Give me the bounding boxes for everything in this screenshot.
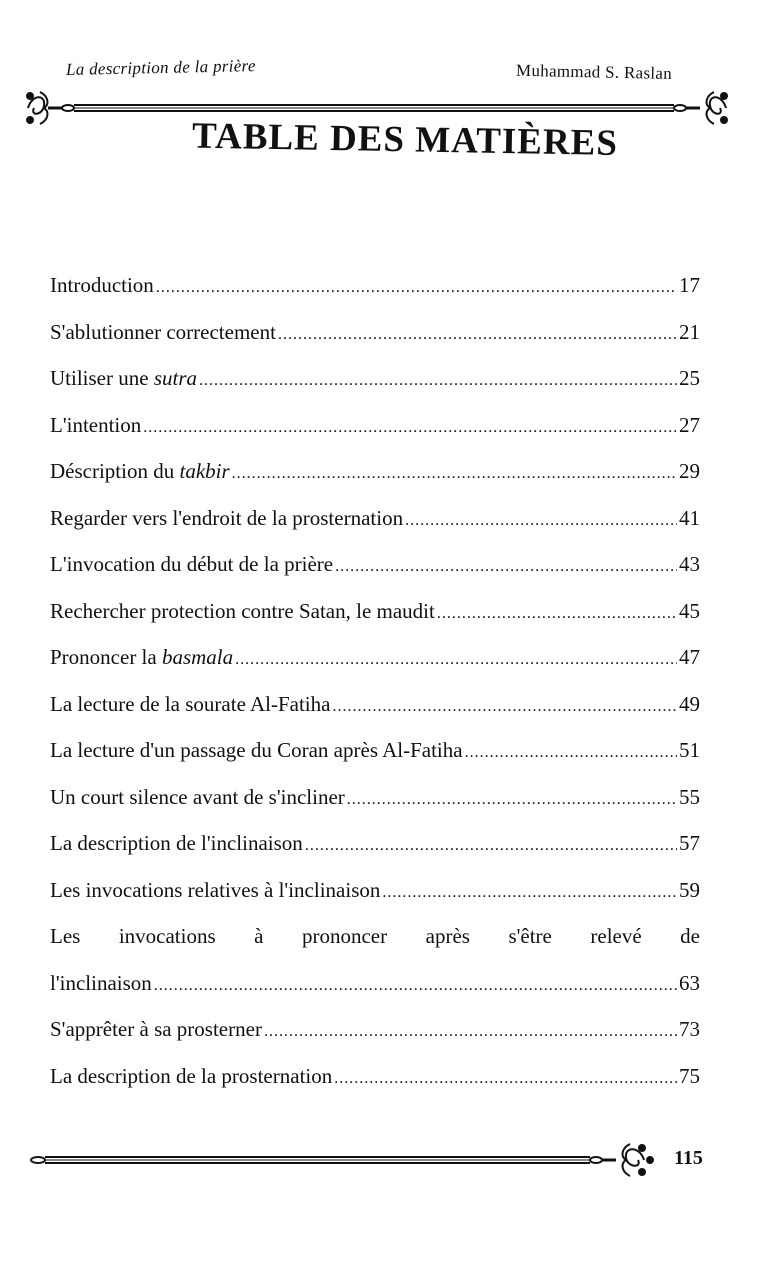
toc-word: invocations <box>118 924 216 948</box>
toc-entry-page: 43 <box>679 552 700 576</box>
toc-entry-page: 57 <box>679 831 700 855</box>
toc-entry <box>50 402 700 449</box>
toc-entry-page: 25 <box>679 366 700 390</box>
toc-entry-page: 41 <box>679 505 700 530</box>
toc-entry-wrapped-line <box>50 913 700 960</box>
toc-leader-dots <box>382 870 677 917</box>
running-head-author: Muhammad S. Raslan <box>515 60 673 83</box>
toc-entry <box>50 588 700 635</box>
toc-leader-dots <box>437 591 677 638</box>
toc-entry-title: Utiliser une sutra <box>50 366 197 390</box>
toc-entry-title: L'invocation du début de la prière <box>50 552 334 576</box>
toc-entry-title: Introduction <box>50 273 154 297</box>
toc-entry <box>50 867 700 914</box>
toc-leader-dots <box>156 265 677 312</box>
toc-entry-title: Les invocations relatives à l'inclinaison <box>50 877 381 902</box>
toc-entry-page: 29 <box>679 459 700 483</box>
toc-entry-title: Prononcer la basmala <box>50 645 234 669</box>
toc-leader-dots <box>305 823 677 870</box>
running-head-book-title: La description de la prière <box>65 56 256 79</box>
toc-leader-dots <box>405 498 677 545</box>
toc-leader-dots <box>278 312 677 359</box>
toc-entry-title: Déscription du takbir <box>50 459 230 483</box>
toc-entry-page: 51 <box>679 738 700 762</box>
toc-entry-title: La lecture de la sourate Al-Fatiha <box>50 691 331 716</box>
toc-entry <box>50 1053 700 1100</box>
toc-entry-page: 75 <box>679 1063 700 1088</box>
toc-word: de <box>680 924 700 948</box>
toc-entry-title: La description de la prosternation <box>50 1063 333 1088</box>
toc-word: à <box>254 924 264 948</box>
toc-entry-page: 49 <box>679 691 700 716</box>
fleuron-right-icon <box>674 92 727 124</box>
toc-leader-dots <box>199 358 677 405</box>
toc-entry-page: 63 <box>679 970 700 995</box>
toc-entry-page: 47 <box>679 645 700 669</box>
page-title: TABLE DES MATIÈRES <box>191 115 619 164</box>
toc-entry <box>50 262 700 309</box>
toc-entry-title: La description de l'inclinaison <box>50 831 303 855</box>
toc-leader-dots <box>465 730 677 777</box>
rule-lines <box>74 105 674 111</box>
toc-entry-page: 73 <box>679 1017 700 1041</box>
page-number: 115 <box>674 1147 703 1169</box>
toc-word: Les <box>50 924 81 948</box>
toc-entry-title: La lecture d'un passage du Coran après Al-Fatiha <box>50 738 463 762</box>
table-of-contents <box>50 262 700 1099</box>
toc-entry-title: S'ablutionner correctement <box>50 319 276 344</box>
toc-entry <box>50 541 700 588</box>
toc-entry-page: 59 <box>679 877 700 902</box>
toc-entry <box>50 634 700 681</box>
toc-entry-title: l'inclinaison <box>50 970 152 995</box>
toc-entry <box>50 960 700 1007</box>
toc-entry-title: Rechercher protection contre Satan, le maudit <box>50 598 435 623</box>
toc-word: prononcer <box>301 924 388 948</box>
toc-entry <box>50 820 700 867</box>
toc-leader-dots <box>235 637 677 684</box>
toc-entry-title: Un court silence avant de s'incliner <box>50 784 345 809</box>
toc-word: s'être <box>508 924 552 948</box>
toc-leader-dots <box>332 684 677 731</box>
toc-entry <box>50 727 700 774</box>
toc-entry-page: 55 <box>679 784 700 809</box>
toc-entry-title: Regarder vers l'endroit de la prosternation <box>50 505 404 530</box>
toc-entry <box>50 309 700 356</box>
toc-leader-dots <box>334 1056 677 1103</box>
toc-entry-title: S'apprêter à sa prosterner <box>50 1017 262 1041</box>
toc-leader-dots <box>335 544 677 591</box>
toc-entry-page: 27 <box>679 412 700 437</box>
toc-entry-page: 21 <box>679 319 700 344</box>
toc-entry <box>50 355 700 402</box>
toc-entry-page: 45 <box>679 598 700 623</box>
toc-leader-dots <box>264 1009 677 1056</box>
toc-leader-dots <box>154 963 677 1010</box>
toc-entry-page: 17 <box>679 273 700 297</box>
toc-leader-dots <box>143 405 677 452</box>
toc-entry <box>50 774 700 821</box>
toc-leader-dots <box>232 451 677 498</box>
toc-leader-dots <box>347 777 677 824</box>
toc-entry <box>50 681 700 728</box>
fleuron-right-icon <box>602 1144 653 1176</box>
toc-entry <box>50 1006 700 1053</box>
toc-word: relevé <box>590 924 642 948</box>
toc-entry-title: L'intention <box>50 412 142 437</box>
toc-entry <box>50 495 700 542</box>
ornamental-rule-bottom <box>28 1138 668 1182</box>
toc-entry <box>50 448 700 495</box>
rule-lines <box>31 1157 602 1163</box>
toc-word: après <box>425 924 470 948</box>
